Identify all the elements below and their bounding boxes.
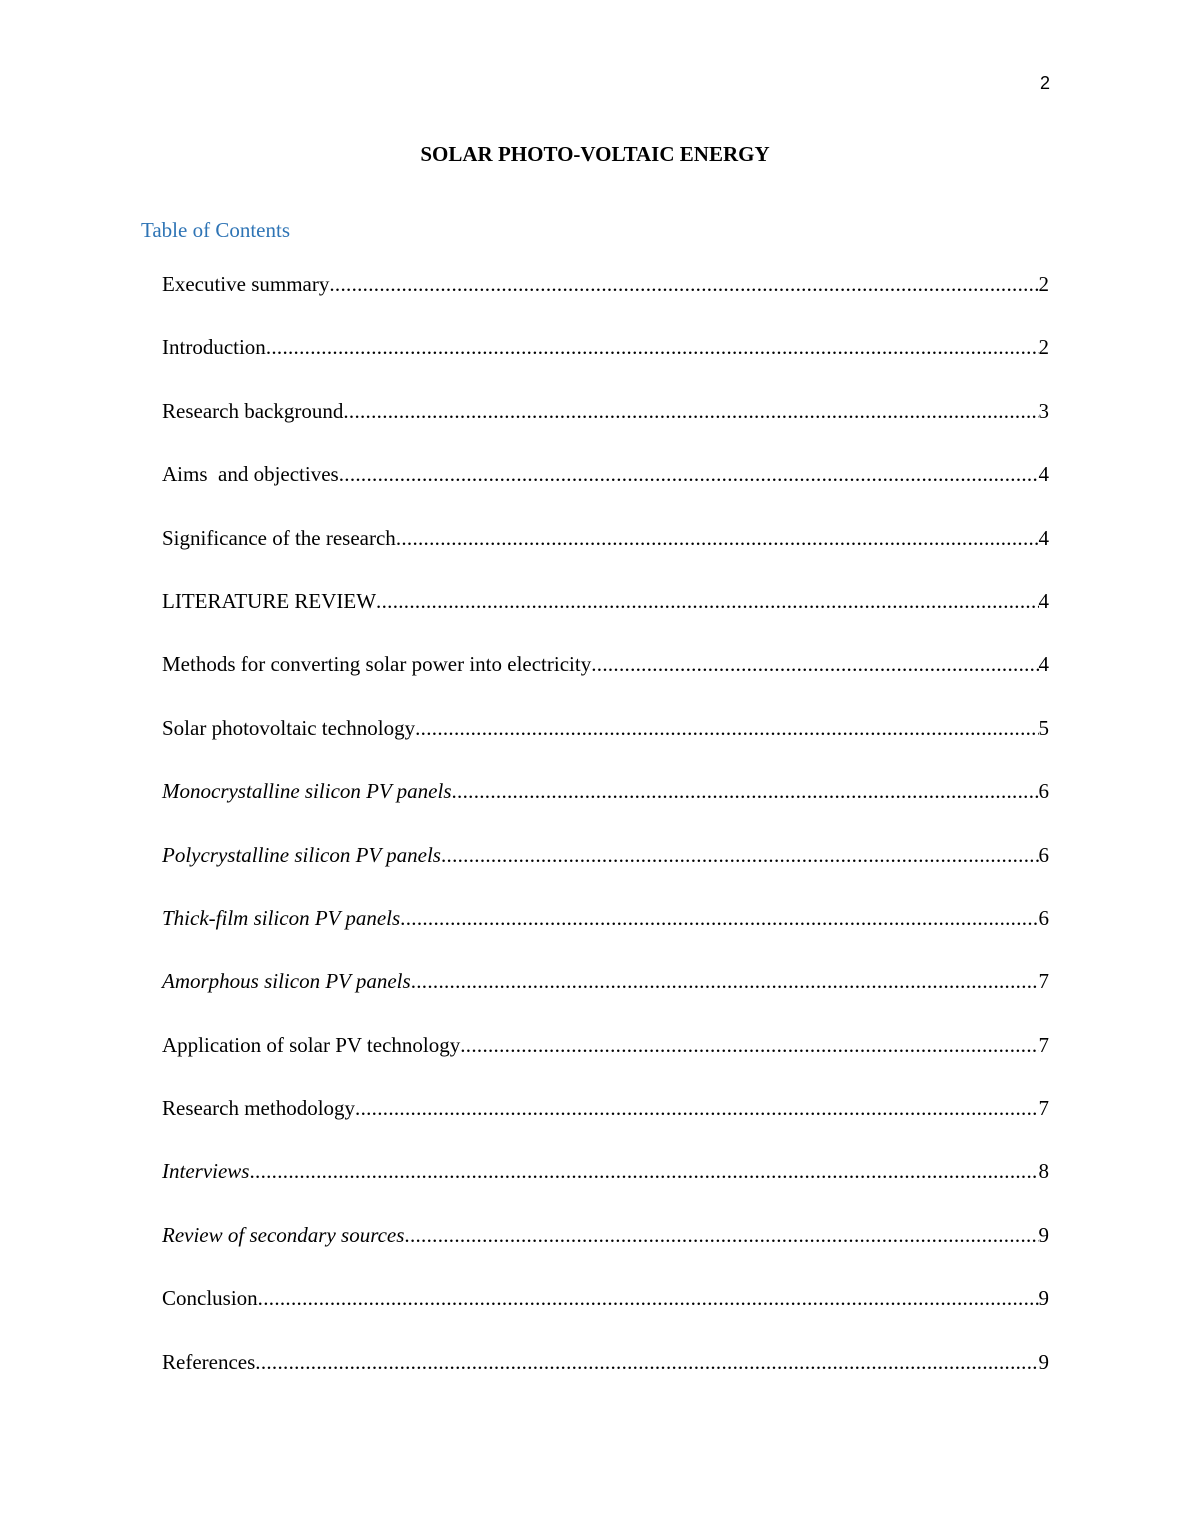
toc-entry-conclusion[interactable]	[162, 1282, 1049, 1345]
toc-entry-label: Research methodology	[162, 1096, 356, 1121]
toc-entry-page: 6	[1038, 779, 1049, 804]
toc-entry-label: Review of secondary sources	[162, 1222, 405, 1247]
toc-entry-significance[interactable]	[162, 522, 1049, 585]
toc-entry-solar-pv-technology[interactable]	[162, 712, 1049, 775]
toc-dot-leader	[376, 585, 1038, 617]
toc-entry-page: 5	[1038, 715, 1049, 740]
toc-entry-research-background[interactable]	[162, 395, 1049, 458]
toc-dot-leader	[339, 458, 1039, 490]
toc-entry-label: Polycrystalline silicon PV panels	[162, 842, 441, 867]
toc-dot-leader	[460, 1029, 1038, 1061]
toc-entry-polycrystalline[interactable]	[162, 839, 1049, 902]
toc-dot-leader	[343, 395, 1038, 427]
toc-entry-label: Application of solar PV technology	[162, 1032, 461, 1057]
toc-entry-page: 4	[1038, 525, 1049, 550]
toc-dot-leader	[415, 712, 1038, 744]
toc-dot-leader	[591, 648, 1038, 680]
toc-entry-label: Introduction	[162, 335, 266, 360]
toc-entry-page: 7	[1038, 1096, 1049, 1121]
toc-entry-page: 8	[1038, 1159, 1049, 1184]
toc-entry-label: Research background	[162, 398, 344, 423]
toc-entry-page: 4	[1038, 588, 1049, 613]
toc-entry-page: 4	[1038, 462, 1049, 487]
toc-dot-leader	[452, 775, 1039, 807]
document-title: SOLAR PHOTO-VOLTAIC ENERGY	[420, 142, 770, 166]
toc-entry-label: Solar photovoltaic technology	[162, 715, 416, 740]
toc-entry-interviews[interactable]	[162, 1155, 1049, 1218]
toc-dot-leader	[404, 1219, 1038, 1251]
toc-dot-leader	[249, 1155, 1038, 1187]
toc-entry-research-methodology[interactable]	[162, 1092, 1049, 1155]
toc-entry-monocrystalline[interactable]	[162, 775, 1049, 838]
toc-entry-page: 4	[1038, 652, 1049, 677]
toc-entry-label: Methods for converting solar power into electricity	[162, 652, 592, 677]
toc-heading: Table of Contents	[141, 218, 290, 242]
toc-entry-page: 2	[1038, 272, 1049, 296]
toc-dot-leader	[441, 839, 1039, 871]
toc-dot-leader	[411, 965, 1039, 997]
toc-entry-thick-film[interactable]	[162, 902, 1049, 965]
toc-entry-page: 9	[1038, 1222, 1049, 1247]
toc-dot-leader	[355, 1092, 1038, 1124]
toc-dot-leader	[400, 902, 1038, 934]
toc-dot-leader	[258, 1282, 1039, 1314]
page-number: 2	[1039, 73, 1050, 93]
toc-entry-label: Thick-film silicon PV panels	[162, 905, 401, 930]
toc-entry-application[interactable]	[162, 1029, 1049, 1092]
table-of-contents	[162, 268, 1049, 1409]
toc-entry-literature-review[interactable]	[162, 585, 1049, 648]
toc-entry-label: Conclusion	[162, 1286, 258, 1311]
toc-entry-label: Aims and objectives	[162, 462, 339, 487]
toc-entry-page: 7	[1038, 969, 1049, 994]
toc-entry-page: 6	[1038, 905, 1049, 930]
toc-entry-page: 9	[1038, 1286, 1049, 1311]
toc-entry-label: Interviews	[162, 1159, 250, 1184]
toc-entry-page: 3	[1038, 398, 1049, 423]
toc-entry-page: 2	[1038, 335, 1049, 360]
toc-entry-introduction[interactable]	[162, 331, 1049, 394]
toc-entry-executive-summary[interactable]	[162, 268, 1049, 331]
toc-entry-secondary-sources[interactable]	[162, 1219, 1049, 1282]
toc-entry-page: 6	[1038, 842, 1049, 867]
toc-dot-leader	[266, 331, 1039, 363]
toc-dot-leader	[329, 268, 1038, 300]
toc-dot-leader	[255, 1346, 1038, 1378]
toc-entry-label: References	[162, 1349, 256, 1374]
toc-entry-references[interactable]	[162, 1346, 1049, 1409]
toc-entry-label: Significance of the research	[162, 525, 396, 550]
toc-entry-label: LITERATURE REVIEW	[162, 588, 377, 613]
toc-entry-page: 9	[1038, 1349, 1049, 1374]
toc-entry-methods-converting[interactable]	[162, 648, 1049, 711]
toc-entry-label: Amorphous silicon PV panels	[162, 969, 411, 994]
toc-entry-label: Monocrystalline silicon PV panels	[162, 779, 452, 804]
toc-entry-aims-and-objectives[interactable]	[162, 458, 1049, 521]
toc-entry-page: 7	[1038, 1032, 1049, 1057]
toc-entry-label: Executive summary	[162, 272, 330, 296]
toc-entry-amorphous[interactable]	[162, 965, 1049, 1028]
toc-dot-leader	[396, 522, 1039, 554]
